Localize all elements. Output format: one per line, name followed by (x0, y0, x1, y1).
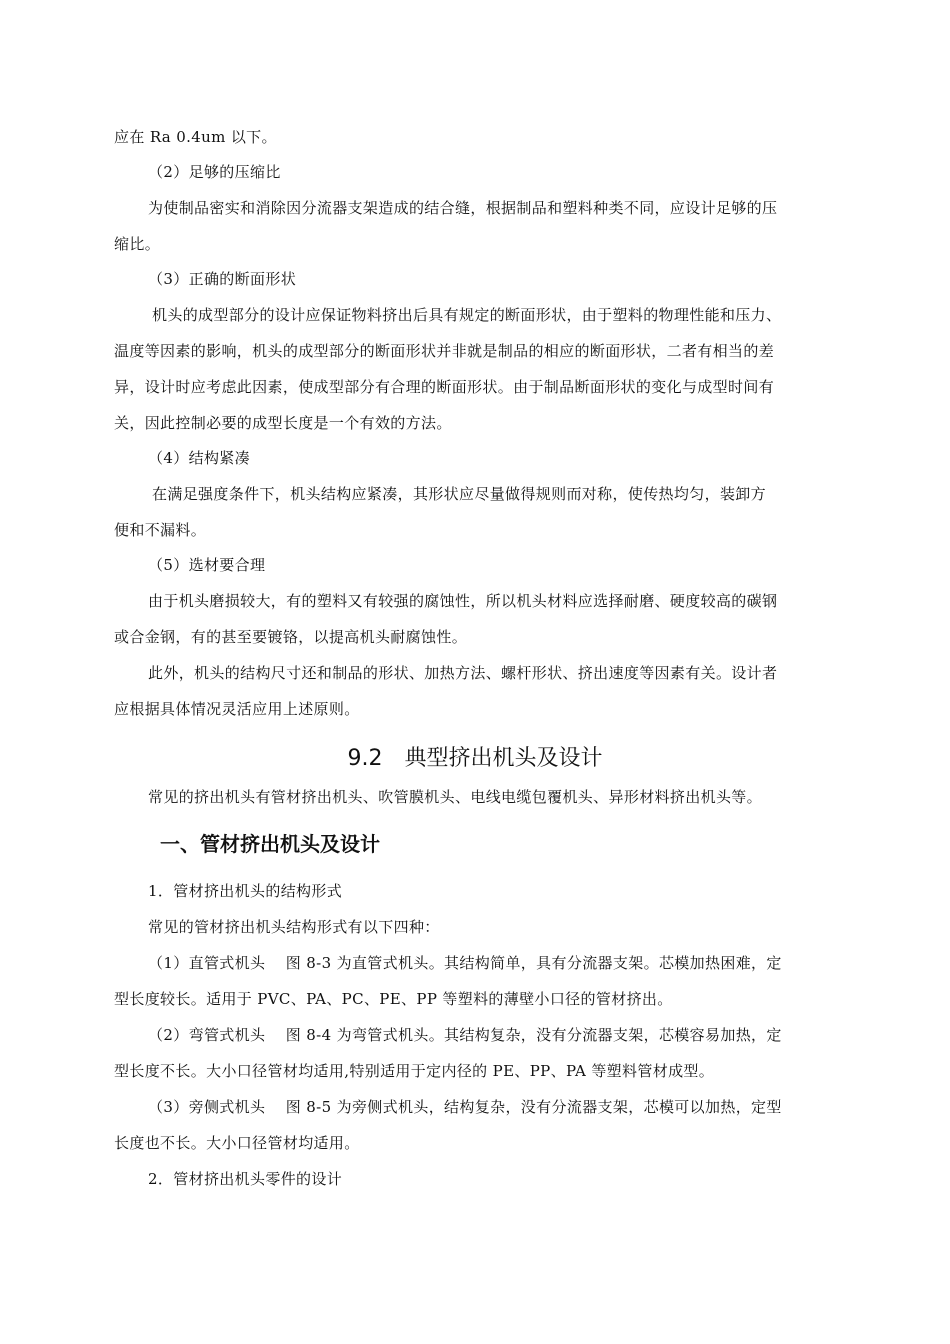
paragraph-line: 为使制品密实和消除因分流器支架造成的结合缝，根据制品和塑料种类不同，应设计足够的压 (148, 199, 778, 217)
subsection-heading-compression-ratio: （2）足够的压缩比 (148, 163, 281, 181)
numbered-heading: 2．管材挤出机头零件的设计 (148, 1170, 343, 1188)
paragraph-line: （2）弯管式机头 图 8-4 为弯管式机头。其结构复杂，没有分流器支架，芯模容易加热，定 (148, 1026, 782, 1044)
paragraph-line: 应根据具体情况灵活应用上述原则。 (114, 700, 360, 718)
subsection-heading-cross-section: （3）正确的断面形状 (148, 270, 297, 288)
paragraph-line: 机头的成型部分的设计应保证物料挤出后具有规定的断面形状，由于塑料的物理性能和压力、 (152, 306, 782, 324)
subsection-heading-material-selection: （5）选材要合理 (148, 556, 266, 574)
paragraph-line: 便和不漏料。 (114, 521, 207, 539)
paragraph-line: （1）直管式机头 图 8-3 为直管式机头。其结构简单，具有分流器支架。芯模加热困难，定 (148, 954, 782, 972)
subsection-heading-compact-structure: （4）结构紧凑 (148, 449, 250, 467)
paragraph-line: 长度也不长。大小口径管材均适用。 (114, 1134, 360, 1152)
paragraph-line: 型长度较长。适用于 PVC、PA、PC、PE、PP 等塑料的薄壁小口径的管材挤出。 (114, 990, 673, 1008)
paragraph-line: 型长度不长。大小口径管材均适用,特别适用于定内径的 PE、PP、PA 等塑料管材成型。 (114, 1062, 715, 1080)
paragraph-line: 此外，机头的结构尺寸还和制品的形状、加热方法、螺杆形状、挤出速度等因素有关。设计者 (148, 664, 778, 682)
paragraph-line: （3）旁侧式机头 图 8-5 为旁侧式机头，结构复杂，没有分流器支架，芯模可以加热，定型 (148, 1098, 782, 1116)
numbered-heading: 1．管材挤出机头的结构形式 (148, 882, 343, 900)
paragraph-line: 异，设计时应考虑此因素，使成型部分有合理的断面形状。由于制品断面形状的变化与成型时间有 (114, 378, 775, 396)
paragraph-line: 常见的挤出机头有管材挤出机头、吹管膜机头、电线电缆包覆机头、异形材料挤出机头等。 (148, 788, 763, 806)
paragraph-line: 常见的管材挤出机头结构形式有以下四种： (148, 918, 440, 936)
subsection-title: 一、管材挤出机头及设计 (160, 832, 380, 856)
paragraph-line: 应在 Ra 0.4um 以下。 (114, 128, 277, 146)
paragraph-line: 关，因此控制必要的成型长度是一个有效的方法。 (114, 414, 452, 432)
section-title: 9.2 典型挤出机头及设计 (347, 746, 603, 771)
paragraph-line: 温度等因素的影响，机头的成型部分的断面形状并非就是制品的相应的断面形状，二者有相当的差 (114, 342, 775, 360)
paragraph-line: 由于机头磨损较大，有的塑料又有较强的腐蚀性，所以机头材料应选择耐磨、硬度较高的碳钢 (148, 592, 778, 610)
paragraph-line: 或合金钢，有的甚至要镀铬，以提高机头耐腐蚀性。 (114, 628, 468, 646)
paragraph-line: 缩比。 (114, 235, 161, 253)
paragraph-line: 在满足强度条件下，机头结构应紧凑，其形状应尽量做得规则而对称，使传热均匀，装卸方 (152, 485, 767, 503)
